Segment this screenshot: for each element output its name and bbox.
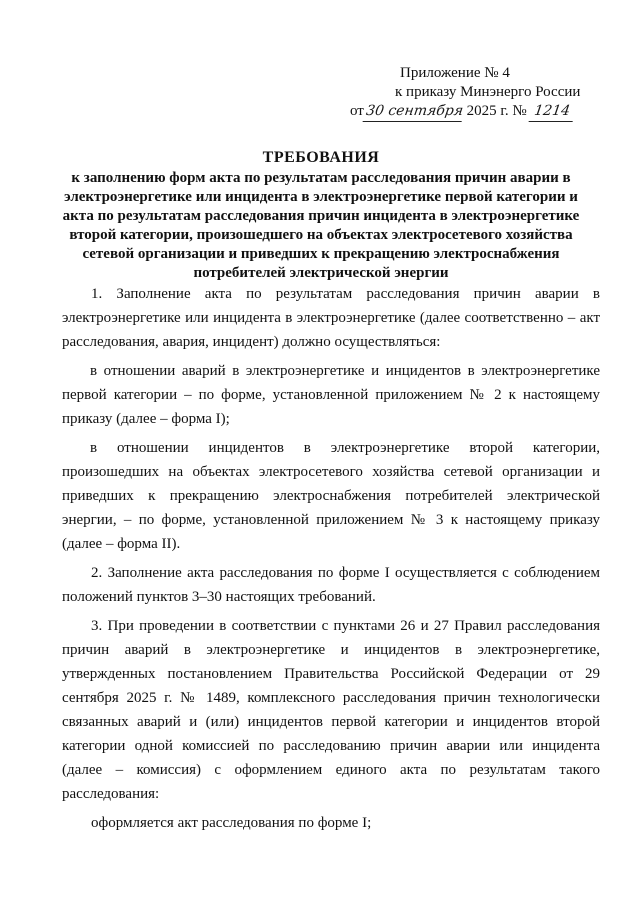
- document-body: [62, 282, 600, 835]
- appendix-header: [350, 64, 615, 122]
- document-title: [62, 148, 580, 283]
- year-label: 2025 г. №: [466, 103, 527, 119]
- title-heading: ТРЕБОВАНИЯ: [262, 149, 380, 166]
- paragraph-3: в отношении инцидентов в электроэнергетике второй категории, произошедших на объектах электросетевого хозяйства сетевой организации и приведших к прекращению электроснабжения потребителей электрической энергии, – по форме, установленной приложением № 3 к настоящему приказу (далее – форма II).: [62, 440, 600, 552]
- handwritten-order-number: 1214: [529, 102, 576, 122]
- title-subtitle: к заполнению форм акта по результатам расследования причин аварии в электроэнергетике или инцидента в электроэнергетике первой категории и акта по результатам расследования причин инцидента в электроэнергетике второй категории, произошедшего на объектах электросетевого хозяйства сетевой организации и приведших к прекращению электроснабжения потребителей электрической энергии: [62, 170, 580, 281]
- paragraph-4: 2. Заполнение акта расследования по форме I осуществляется с соблюдением положений пунктов 3–30 настоящих требований.: [62, 565, 600, 605]
- appendix-order-ref: к приказу Минэнерго России: [395, 84, 581, 100]
- paragraph-1: 1. Заполнение акта по результатам расследования причин аварии в электроэнергетике или инцидента в электроэнергетике (далее соответственно – акт расследования, авария, инцидент) должно осуществляться:: [62, 286, 600, 350]
- date-prefix: от: [350, 103, 364, 119]
- paragraph-6: оформляется акт расследования по форме I;: [91, 815, 372, 831]
- paragraph-2: в отношении аварий в электроэнергетике и инцидентов в электроэнергетике первой категории – по форме, установленной приложением № 2 к настоящему приказу (далее – форма I);: [62, 363, 600, 427]
- paragraph-5: 3. При проведении в соответствии с пунктами 26 и 27 Правил расследования причин аварий в электроэнергетике и инцидентов в электроэнергетике, утвержденных постановлением Правительства Российской Федерации от 29 сентября 2025 г. № 1489, комплексного расследования причин технологически связанных аварий и (или) инцидентов первой категории и инцидентов второй категории одной комиссией по расследованию причин аварии или инцидента (далее – комиссия) с оформлением единого акта по результатам такого расследования:: [62, 618, 600, 802]
- appendix-number: Приложение № 4: [400, 65, 510, 81]
- appendix-date-line: [350, 102, 615, 122]
- handwritten-date: 30 сентября: [362, 102, 464, 122]
